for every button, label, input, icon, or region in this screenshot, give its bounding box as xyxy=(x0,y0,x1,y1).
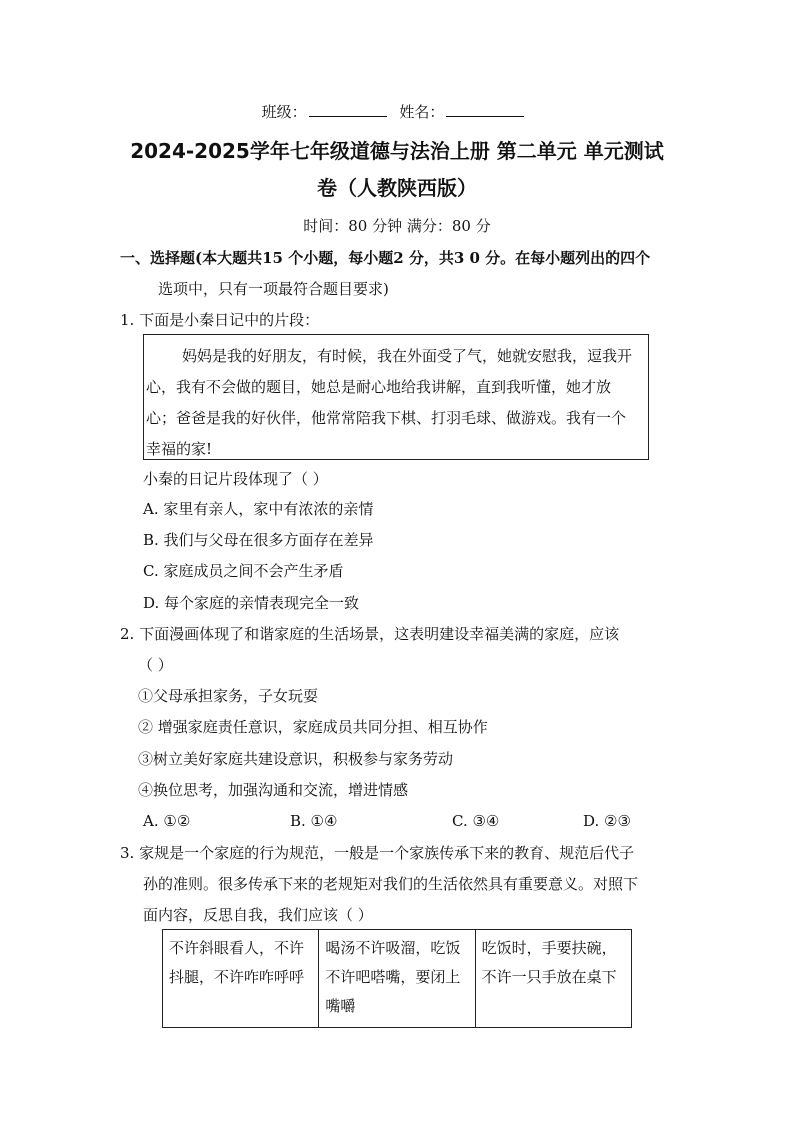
q1-option-c[interactable]: C. 家庭成员之间不会产生矛盾 xyxy=(143,562,344,580)
exam-title-line2: 卷（人教陕西版） xyxy=(317,176,477,200)
q2-statement-4: ④换位思考，加强沟通和交流，增进情感 xyxy=(138,781,409,799)
q1-diary-box xyxy=(143,334,649,460)
q1-question: 小秦的日记片段体现了（ ） xyxy=(143,470,328,488)
q3-stem-line3: 面内容，反思自我，我们应该（ ） xyxy=(143,906,373,924)
exam-info: 时间：80 分钟 满分：80 分 xyxy=(303,217,491,235)
rules-cell-2: 喝汤不许吸溜，吃饭不许吧嗒嘴，要闭上嘴嚼 xyxy=(319,930,475,1028)
q2-statement-3: ③树立美好家庭共建设意识，积极参与家务劳动 xyxy=(138,750,454,768)
class-label: 班级： xyxy=(261,103,307,121)
name-label: 姓名： xyxy=(399,103,445,121)
q2-option-c[interactable]: C. ③④ xyxy=(452,812,500,830)
q2-option-a[interactable]: A. ①② xyxy=(143,812,191,830)
q1-option-d[interactable]: D. 每个家庭的亲情表现完全一致 xyxy=(143,594,360,612)
class-blank[interactable] xyxy=(309,102,387,117)
name-blank[interactable] xyxy=(446,102,524,117)
q3-stem-line2: 孙的准则。很多传承下来的老规矩对我们的生活依然具有重要意义。对照下 xyxy=(143,875,639,893)
q2-statement-1: ①父母承担家务，子女玩耍 xyxy=(138,687,319,705)
q1-option-a[interactable]: A. 家里有亲人，家中有浓浓的亲情 xyxy=(143,500,374,518)
q1-diary-text: 妈妈是我的好朋友，有时候，我在外面受了气，她就安慰我，逗我开心，我有不会做的题目，她总是耐心地给我讲解，直到我听懂，她才放心；爸爸是我的好伙伴，他常常陪我下棋、打羽毛球、做游戏。我有一个幸福的家! xyxy=(146,347,633,458)
table-row xyxy=(163,930,632,1028)
q1-option-b[interactable]: B. 我们与父母在很多方面存在差异 xyxy=(143,531,374,549)
exam-title-line1: 2024-2025学年七年级道德与法治上册 第二单元 单元测试 xyxy=(130,139,664,163)
rules-cell-3: 吃饭时，手要扶碗，不许一只手放在桌下 xyxy=(475,930,631,1028)
section1-heading-line2: 选项中，只有一项最符合题目要求) xyxy=(158,280,389,298)
q3-rules-table xyxy=(162,929,632,1028)
q2-option-b[interactable]: B. ①④ xyxy=(290,812,338,830)
q3-stem-line1: 3. 家规是一个家庭的行为规范，一般是一个家族传承下来的教育、规范后代子 xyxy=(120,844,635,862)
rules-cell-1: 不许斜眼看人，不许抖腿，不许咋咋呼呼 xyxy=(163,930,319,1028)
q2-option-d[interactable]: D. ②③ xyxy=(583,812,631,830)
q2-stem-line1: 2. 下面漫画体现了和谐家庭的生活场景，这表明建设幸福美满的家庭，应该 xyxy=(120,625,620,643)
q2-statement-2: ② 增强家庭责任意识，家庭成员共同分担、相互协作 xyxy=(138,718,488,736)
q2-stem-line2: （ ） xyxy=(138,656,173,674)
q1-stem: 1. 下面是小秦日记中的片段： xyxy=(120,311,320,329)
section1-heading-line1: 一、选择题(本大题共15 个小题，每小题2 分，共3 0 分。在每小题列出的四个 xyxy=(120,249,651,267)
header-line xyxy=(0,102,794,122)
